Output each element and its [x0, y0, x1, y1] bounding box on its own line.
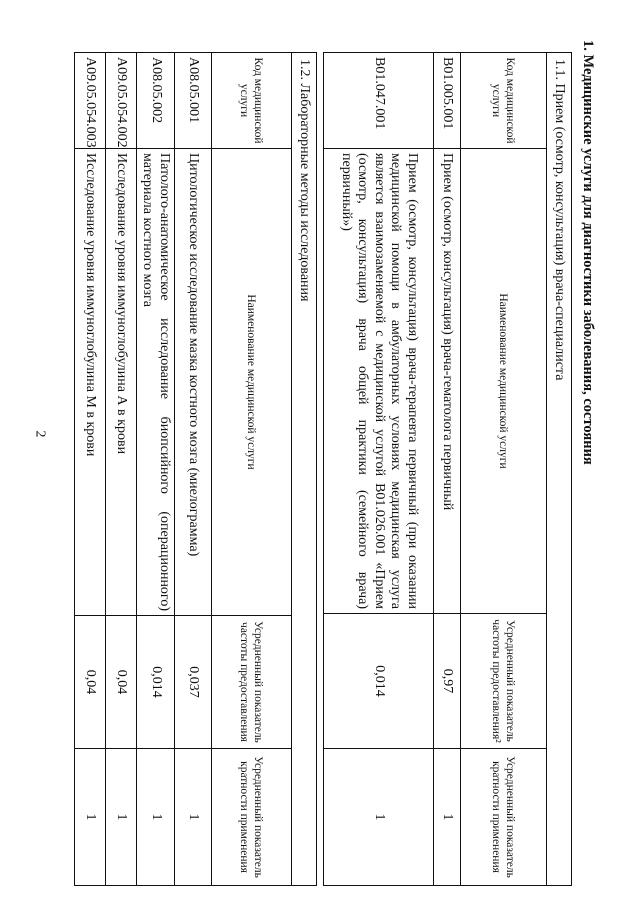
- table-row: [175, 53, 212, 886]
- table1-row1-code: B01.005.001: [434, 53, 461, 149]
- consultation-table: [323, 52, 572, 886]
- table-row: [106, 53, 137, 886]
- table1-header-mult: Усредненный показатель кратности применения: [461, 749, 547, 886]
- table2-row4-code: A09.05.054.003: [75, 53, 106, 149]
- table-row: [137, 53, 175, 886]
- table-row: [434, 53, 461, 886]
- table1-row1-mult: 1: [434, 749, 461, 886]
- table2-row4-name: Исследование уровня иммуноглобулина М в крови: [75, 149, 106, 616]
- table1-row2-mult: 1: [324, 749, 434, 886]
- table2-header-name: Наименование медицинской услуги: [212, 149, 292, 616]
- table1-header-code: Код медицинской услуги: [461, 53, 547, 149]
- table2-header-freq: Усредненный показатель частоты предоставления: [212, 616, 292, 749]
- table1-row2-code: B01.047.001: [324, 53, 434, 149]
- table2-row2-freq: 0,014: [137, 616, 175, 749]
- table1-row1-freq: 0,97: [434, 614, 461, 749]
- table2-header-code: Код медицинской услуги: [212, 53, 292, 149]
- table2-row1-name: Цитологическое исследование мазка костного мозга (миелограмма): [175, 149, 212, 616]
- table2-row2-name: Патолого-анатомическое исследование биопсийного (операционного) материала костного мозга: [137, 149, 175, 616]
- table2-row3-name: Исследование уровня иммуноглобулина А в крови: [106, 149, 137, 616]
- table1-header-name: Наименование медицинской услуги: [461, 149, 547, 614]
- table2-row1-freq: 0,037: [175, 616, 212, 749]
- table2-row2-code: A08.05.002: [137, 53, 175, 149]
- table1-row2-name: Прием (осмотр, консультация) врача-терапевта первичный (при оказании медицинской помощи в амбулаторных условиях медицинская услуга является взаимозаменяемой с медицинской услугой B01.026.001 «Прием (осмотр, консультация) врача общей практики (семейного врача) первичный»): [324, 149, 434, 614]
- table-row: [75, 53, 106, 886]
- table1-subtitle: 1.1. Прием (осмотр, консультация) врача-специалиста: [547, 53, 572, 886]
- table2-row4-freq: 0,04: [75, 616, 106, 749]
- table2-row3-mult: 1: [106, 749, 137, 886]
- table1-header-freq: Усредненный показатель частоты предоставления²: [461, 614, 547, 749]
- rotated-page-content: [40, 40, 600, 885]
- lab-methods-table: [74, 52, 317, 886]
- table2-subtitle: 1.2. Лабораторные методы исследования: [292, 53, 317, 886]
- table2-row1-code: A08.05.001: [175, 53, 212, 149]
- section-title: 1. Медицинские услуги для диагностики заболевания, состояния: [580, 40, 596, 465]
- table1-row2-freq: 0,014: [324, 614, 434, 749]
- table1-row1-name: Прием (осмотр, консультация) врача-гематолога первичный: [434, 149, 461, 614]
- table2-row4-mult: 1: [75, 749, 106, 886]
- table-row: [324, 53, 434, 886]
- table2-row2-mult: 1: [137, 749, 175, 886]
- table2-row1-mult: 1: [175, 749, 212, 886]
- table2-header-mult: Усредненный показатель кратности применения: [212, 749, 292, 886]
- page-number: 2: [32, 430, 48, 438]
- table2-row3-code: A09.05.054.002: [106, 53, 137, 149]
- table2-row3-freq: 0,04: [106, 616, 137, 749]
